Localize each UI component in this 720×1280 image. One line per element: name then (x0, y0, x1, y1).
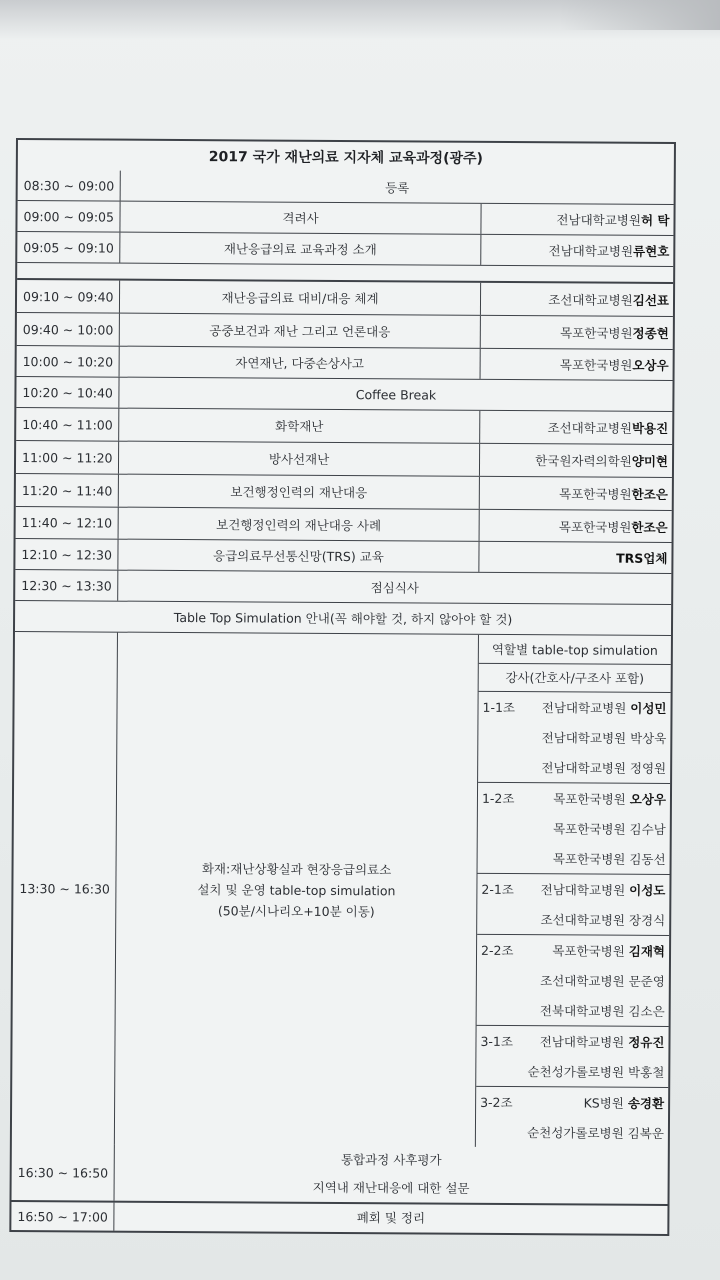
instructor-line: 순천성가롤로병원 박홍철 (527, 1064, 665, 1080)
instructor-org: 목포한국병원 (553, 791, 630, 807)
schedule-row (17, 231, 673, 266)
tts-note-row (15, 600, 671, 635)
instructor-column (476, 635, 671, 1148)
row-time: 10:00 ~ 10:20 (17, 346, 120, 377)
row-time: 13:30 ~ 16:30 (12, 632, 118, 1145)
instructor-line: 목포한국병원 김동선 (552, 851, 666, 867)
group-lead (525, 880, 665, 899)
schedule-row (17, 312, 673, 349)
group-lead-line (477, 935, 669, 966)
speaker-org: 전남대학교병원 (556, 212, 642, 228)
group-lead (525, 941, 665, 960)
speaker-name: 정종현 (632, 325, 669, 341)
closing-row (11, 1200, 667, 1234)
row-time: 11:20 ~ 11:40 (16, 474, 119, 507)
row-speaker (480, 444, 672, 477)
schedule-row (16, 440, 672, 477)
row-topic: 화학재난 (119, 409, 480, 443)
topic-line: 지역내 재난대응에 대한 설문 (312, 1179, 470, 1196)
group-lead (526, 698, 666, 717)
instructor-name: 송경환 (627, 1095, 665, 1111)
instructor-org: 목포한국병원 (552, 943, 629, 959)
role-header: 역할별 table-top simulation (491, 641, 658, 658)
closing-row (12, 1144, 668, 1204)
instructor-group (477, 873, 669, 935)
topic-line: 설치 및 운영 table-top simulation (197, 881, 396, 898)
morning-rows (17, 170, 674, 284)
group-label: 3-2조 (480, 1094, 513, 1111)
row-time: 09:40 ~ 10:00 (17, 313, 120, 346)
row-speaker (481, 235, 673, 266)
row-speaker (481, 204, 673, 235)
row-time: 16:30 ~ 16:50 (12, 1144, 115, 1201)
speaker-name: 한조은 (631, 486, 668, 502)
title-row (18, 140, 674, 174)
row-topic: 격려사 (120, 202, 481, 234)
row-topic: 자연재난, 다중손상사고 (120, 347, 481, 379)
row-time: 09:05 ~ 09:10 (17, 232, 120, 263)
row-speaker (481, 349, 673, 380)
row-topic (115, 1145, 668, 1204)
schedule-row (17, 200, 673, 235)
instructor-name: 오상우 (629, 791, 667, 807)
instructor-line: 목포한국병원 김수남 (553, 821, 666, 837)
schedule-row (16, 506, 672, 542)
row-speaker (481, 316, 673, 349)
speaker-org: 전남대학교병원 (548, 243, 634, 259)
tts-note: Table Top Simulation 안내(꼭 해야할 것, 하지 않아야 할 것) (173, 609, 513, 628)
row-topic: 재난응급의료 교육과정 소개 (120, 233, 481, 265)
row-time: 10:20 ~ 10:40 (16, 377, 119, 408)
schedule-row (18, 170, 674, 204)
speaker-name: 한조은 (631, 519, 668, 535)
row-topic: Coffee Break (355, 386, 437, 403)
instructor-org: 전남대학교병원 (540, 882, 630, 898)
group-lead (524, 1032, 664, 1051)
schedule-row (17, 280, 673, 316)
row-topic: 방사선재난 (119, 442, 480, 476)
row-time: 12:10 ~ 12:30 (15, 539, 118, 570)
row-speaker (480, 411, 672, 444)
row-time: 11:00 ~ 11:20 (16, 441, 119, 474)
speaker-org: 목포한국병원 (558, 518, 632, 535)
row-time: 12:30 ~ 13:30 (15, 570, 118, 601)
instructor-line: 조선대학교병원 문준영 (540, 973, 665, 989)
row-time: 16:50 ~ 17:00 (11, 1202, 114, 1231)
topic-line: 통합과정 사후평가 (340, 1152, 442, 1168)
row-time: 09:00 ~ 09:05 (17, 201, 120, 232)
instructor-header: 강사(간호사/구조사 포함) (479, 662, 671, 692)
row-time: 09:10 ~ 09:40 (17, 280, 120, 313)
schedule-row (17, 345, 673, 380)
group-lead (524, 1093, 664, 1112)
group-lead-line (478, 783, 670, 814)
group-label: 3-1조 (480, 1033, 514, 1050)
row-speaker (480, 510, 672, 542)
instructor-group (478, 782, 671, 874)
schedule-row (16, 407, 672, 444)
schedule-table (9, 138, 676, 1236)
speaker-org: 조선대학교병원 (547, 420, 633, 436)
simulation-row (12, 631, 671, 1148)
instructor-org: KS병원 (583, 1095, 628, 1111)
speaker-org: 조선대학교병원 (548, 292, 633, 308)
row-topic: 응급의료무선통신망(TRS) 교육 (118, 540, 479, 572)
speaker-name: 허 탁 (640, 212, 670, 228)
row-speaker (481, 283, 673, 316)
topic-line: 폐회 및 정리 (356, 1210, 426, 1226)
row-topic (114, 1203, 667, 1234)
instructor-name: 이성민 (630, 700, 667, 716)
instructor-group (478, 691, 671, 783)
row-time: 08:30 ~ 09:00 (18, 170, 121, 201)
group-lead-line (476, 1026, 668, 1057)
instructor-line: 조선대학교병원 장경식 (540, 912, 666, 928)
speaker-name: 박용진 (631, 420, 669, 436)
speaker-name: 류현호 (633, 243, 670, 259)
row-time: 11:40 ~ 12:10 (16, 507, 119, 539)
instructor-line: 전북대학교병원 김소은 (539, 1003, 665, 1019)
closing-rows (11, 1144, 668, 1234)
speaker-org: 한국원자력의학원 (535, 453, 632, 469)
row-speaker (479, 542, 671, 573)
row-topic: 공중보건과 재난 그리고 언론대응 (120, 314, 481, 348)
schedule-row (15, 538, 671, 573)
speaker-name: TRS업체 (616, 550, 668, 566)
speaker-name: 오상우 (632, 357, 669, 373)
row-topic: 보건행정인력의 재난대응 사례 (119, 508, 480, 541)
instructor-group (476, 1086, 668, 1148)
instructor-line: 순천성가롤로병원 김복운 (527, 1125, 664, 1141)
row-time: 10:40 ~ 11:00 (16, 408, 119, 441)
group-lead-line (476, 1087, 668, 1118)
late-morning-rows (15, 280, 673, 604)
row-topic: 보건행정인력의 재난대응 (119, 475, 480, 509)
schedule-row (16, 473, 672, 510)
row-topic: 재난응급의료 대비/대응 체계 (120, 281, 481, 315)
instructor-group (476, 1025, 668, 1087)
group-lead (526, 789, 666, 808)
topic-line: 화재:재난상황실과 현장응급의료소 (201, 860, 392, 877)
instructor-org: 전남대학교병원 (541, 700, 631, 716)
speaker-org: 목포한국병원 (559, 357, 633, 373)
group-label: 2-1조 (481, 881, 514, 898)
group-lead-line (478, 692, 670, 723)
row-topic: 점심식사 (370, 580, 419, 596)
instructor-group (477, 934, 670, 1026)
speaker-name: 양미현 (631, 453, 669, 469)
instructor-name: 김재혁 (628, 943, 666, 959)
instructor-line: 전남대학교병원 정영원 (541, 760, 667, 776)
group-label: 2-2조 (481, 942, 514, 959)
speaker-org: 목포한국병원 (560, 325, 633, 341)
instructor-org: 전남대학교병원 (539, 1034, 629, 1050)
schedule-title: 2017 국가 재난의료 지자체 교육과정(광주) (208, 149, 483, 167)
group-label: 1-1조 (482, 699, 516, 716)
photo-corner-shadow (560, 0, 720, 30)
topic-line: (50분/시나리오+10분 이동) (217, 902, 375, 919)
instructor-name: 이성도 (629, 882, 666, 898)
row-speaker (480, 477, 672, 510)
instructor-name: 정유진 (628, 1034, 665, 1050)
speaker-org: 목포한국병원 (559, 486, 632, 502)
speaker-name: 김선표 (632, 292, 670, 308)
row-topic: 등록 (385, 180, 410, 196)
group-lead-line (477, 874, 669, 905)
simulation-topic (115, 633, 479, 1147)
schedule-row (15, 569, 671, 604)
instructor-line: 전남대학교병원 박상욱 (541, 730, 667, 746)
schedule-row (16, 376, 672, 411)
group-label: 1-2조 (481, 790, 515, 807)
